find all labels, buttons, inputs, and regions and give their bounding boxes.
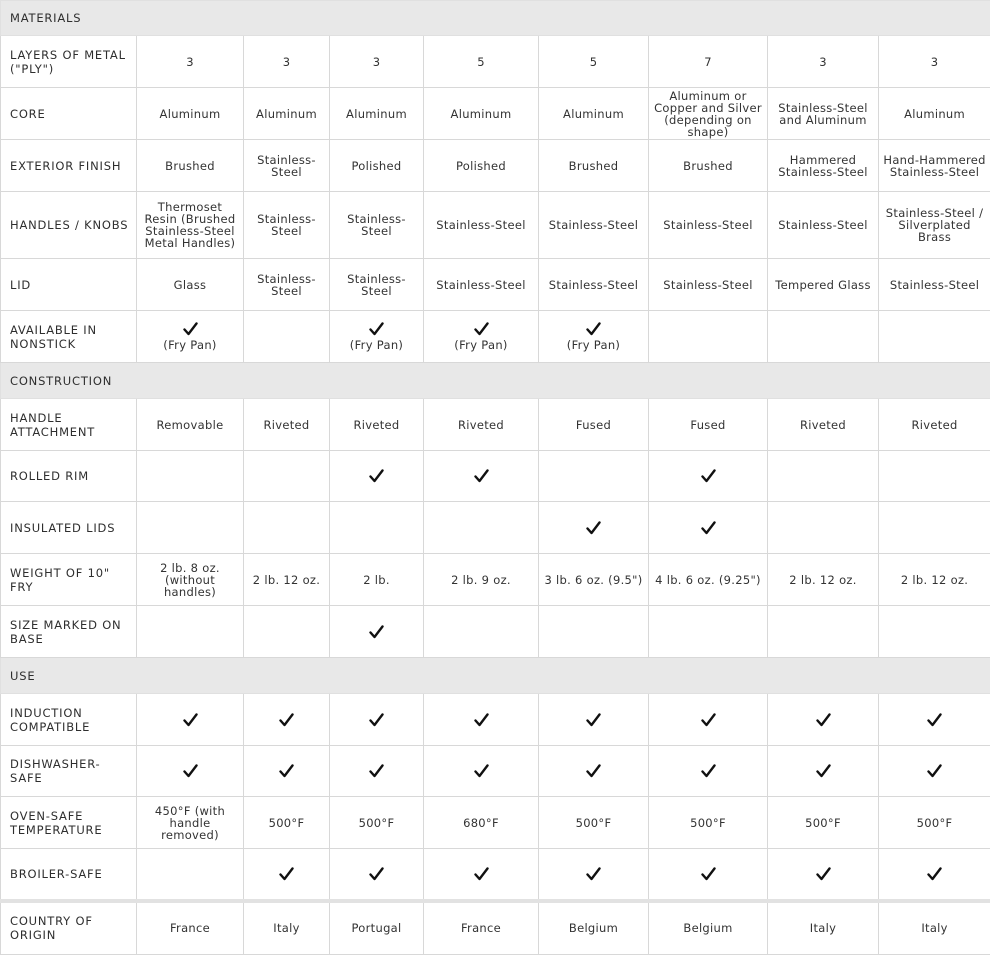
checkmark-icon — [474, 322, 489, 336]
cell-value: 4 lb. 6 oz. (9.25") — [655, 572, 761, 587]
table-cell — [649, 606, 768, 658]
cell-value: Stainless-Steel — [778, 218, 868, 232]
table-cell — [137, 36, 244, 88]
cell-value: Stainless-Steel — [347, 212, 406, 238]
cell-value: 2 lb. 12 oz. — [900, 572, 969, 587]
table-cell — [539, 606, 649, 658]
cell-value: Tempered Glass — [775, 277, 871, 292]
table-cell — [424, 797, 539, 849]
table-cell — [649, 259, 768, 311]
row-label: INSULATED LIDS — [1, 502, 137, 554]
table-cell — [649, 901, 768, 955]
table-cell — [768, 554, 879, 606]
row-label: EXTERIOR FINISH — [1, 140, 137, 192]
cell-value: Belgium — [683, 921, 733, 936]
cell-value: 5 — [589, 54, 598, 69]
table-cell — [768, 36, 879, 88]
cell-value: Aluminum — [256, 106, 317, 121]
table-cell — [879, 259, 990, 311]
table-cell — [137, 399, 244, 451]
table-cell — [137, 502, 244, 554]
table-cell — [330, 259, 424, 311]
cell-value: 2 lb. 12 oz. — [252, 572, 321, 587]
table-cell — [244, 451, 330, 502]
table-cell — [330, 849, 424, 901]
checkmark-icon — [183, 713, 198, 727]
cell-value: 3 lb. 6 oz. (9.5") — [544, 572, 643, 587]
row-label: ROLLED RIM — [1, 451, 137, 502]
table-cell — [649, 451, 768, 502]
checkmark-icon — [816, 867, 831, 881]
cell-value: Riveted — [353, 417, 400, 432]
row-label: LID — [1, 259, 137, 311]
table-cell — [539, 36, 649, 88]
table-cell — [768, 502, 879, 554]
table-cell — [424, 399, 539, 451]
cell-value: Stainless-Steel — [257, 152, 316, 179]
table-cell — [330, 554, 424, 606]
checkmark-icon — [369, 469, 384, 483]
table-cell — [330, 399, 424, 451]
table-cell — [649, 797, 768, 849]
checkmark-icon — [279, 867, 294, 881]
table-cell — [768, 901, 879, 955]
table-cell — [244, 694, 330, 746]
table-cell — [768, 259, 879, 311]
row-label: LAYERS OF METAL ("PLY") — [1, 36, 137, 88]
cell-value: Stainless-Steel — [548, 277, 639, 292]
table-cell — [768, 192, 879, 259]
table-cell — [539, 88, 649, 140]
table-cell — [137, 554, 244, 606]
cell-value: Stainless-Steel — [663, 218, 753, 232]
table-row-rolled-rim — [1, 451, 990, 502]
table-row-induction-compatible — [1, 694, 990, 746]
table-cell — [879, 140, 990, 192]
table-cell — [424, 88, 539, 140]
cell-value: Brushed — [683, 158, 733, 173]
cell-value: Italy — [273, 921, 300, 936]
table-cell — [649, 694, 768, 746]
table-cell — [330, 797, 424, 849]
cell-value: Hammered Stainless-Steel — [778, 152, 868, 179]
table-cell — [424, 36, 539, 88]
section-title: CONSTRUCTION — [1, 363, 990, 399]
cell-value: Fused — [690, 417, 726, 432]
table-row-lid — [1, 259, 990, 311]
table-cell — [768, 451, 879, 502]
table-cell — [330, 140, 424, 192]
cell-value: Stainless-Steel — [663, 277, 753, 292]
checkmark-icon — [816, 713, 831, 727]
row-label: WEIGHT OF 10" FRY — [1, 554, 137, 606]
table-cell — [244, 399, 330, 451]
cell-value: Removable — [156, 417, 224, 432]
table-cell — [137, 849, 244, 901]
table-cell — [649, 192, 768, 259]
table-cell — [137, 746, 244, 797]
table-cell — [330, 451, 424, 502]
table-cell — [244, 192, 330, 259]
cell-value: Aluminum — [346, 106, 407, 121]
cell-value: Stainless-Steel — [347, 271, 406, 298]
cell-value: 680°F — [463, 815, 499, 830]
table-cell — [768, 399, 879, 451]
table-cell — [244, 259, 330, 311]
table-cell — [244, 502, 330, 554]
cell-value: 2 lb. 9 oz. — [451, 572, 511, 587]
table-body — [1, 1, 990, 955]
table-row-exterior-finish — [1, 140, 990, 192]
table-cell — [768, 140, 879, 192]
table-cell — [768, 746, 879, 797]
cell-value: 3 — [282, 54, 291, 69]
table-cell — [244, 849, 330, 901]
table-cell — [768, 88, 879, 140]
cell-value: France — [169, 921, 211, 936]
table-cell — [649, 36, 768, 88]
table-cell — [879, 694, 990, 746]
table-cell — [424, 451, 539, 502]
table-cell — [649, 311, 768, 363]
cell-value: Italy — [809, 921, 837, 936]
table-cell — [539, 192, 649, 259]
table-cell — [424, 311, 539, 363]
table-cell — [879, 606, 990, 658]
table-cell — [424, 694, 539, 746]
checkmark-icon — [701, 521, 716, 535]
table-row-layers-of-metal-ply — [1, 36, 990, 88]
table-cell — [649, 554, 768, 606]
cell-value: Riveted — [457, 417, 505, 432]
checkmark-icon — [927, 867, 942, 881]
table-cell — [539, 797, 649, 849]
checkmark-icon — [586, 764, 601, 778]
table-cell — [768, 311, 879, 363]
table-cell — [539, 451, 649, 502]
cell-value: Stainless-Steel — [257, 271, 316, 298]
cell-value: Stainless-Steel — [257, 212, 316, 238]
checkmark-icon — [474, 713, 489, 727]
cell-value: Stainless-Steel — [889, 277, 980, 292]
cell-value: 3 — [930, 54, 939, 69]
table-cell — [424, 746, 539, 797]
cell-value: Aluminum — [563, 106, 624, 121]
checkmark-icon — [474, 469, 489, 483]
table-row-country-of-origin — [1, 901, 990, 955]
cell-value: Aluminum — [450, 106, 512, 121]
table-cell — [539, 140, 649, 192]
section-header-use — [1, 658, 990, 694]
section-title: MATERIALS — [1, 1, 990, 36]
cell-value: 5 — [477, 54, 485, 69]
table-cell — [649, 140, 768, 192]
table-cell — [244, 606, 330, 658]
cell-value: Italy — [921, 921, 948, 936]
cell-value: Fused — [575, 417, 612, 432]
table-cell — [330, 192, 424, 259]
table-cell — [244, 36, 330, 88]
table-cell — [424, 606, 539, 658]
row-label: HANDLES / KNOBS — [1, 192, 137, 259]
row-label: CORE — [1, 88, 137, 140]
cell-value: 500°F — [690, 815, 726, 830]
checkmark-icon — [701, 764, 716, 778]
table-cell — [330, 88, 424, 140]
table-cell — [137, 88, 244, 140]
section-header-materials — [1, 1, 990, 36]
table-cell — [649, 849, 768, 901]
table-cell — [424, 259, 539, 311]
table-cell — [768, 606, 879, 658]
section-title: USE — [1, 658, 990, 694]
table-cell — [768, 694, 879, 746]
section-header-construction — [1, 363, 990, 399]
table-cell — [879, 192, 990, 259]
table-cell — [244, 797, 330, 849]
table-cell — [244, 901, 330, 955]
table-cell — [137, 140, 244, 192]
checkmark-icon — [369, 867, 384, 881]
cell-value: 450°F (with handle removed) — [154, 803, 226, 842]
table-cell — [330, 746, 424, 797]
table-cell — [424, 140, 539, 192]
checkmark-icon — [369, 322, 384, 336]
cell-note: (Fry Pan) — [454, 338, 508, 352]
checkmark-icon — [701, 713, 716, 727]
table-cell — [330, 311, 424, 363]
cell-note: (Fry Pan) — [566, 338, 621, 352]
cell-value: Hand-Hammered Stainless-Steel — [883, 152, 986, 179]
table-row-core — [1, 88, 990, 140]
table-cell — [539, 901, 649, 955]
table-cell — [879, 746, 990, 797]
cell-value: 3 — [186, 54, 194, 69]
row-label: COUNTRY OF ORIGIN — [1, 901, 137, 955]
cell-value: 500°F — [358, 815, 395, 830]
table-cell — [539, 554, 649, 606]
cell-value: France — [460, 921, 502, 936]
table-cell — [137, 259, 244, 311]
cell-value: Polished — [455, 158, 506, 173]
cell-value: Stainless-Steel — [548, 218, 639, 232]
table-cell — [879, 849, 990, 901]
table-cell — [768, 797, 879, 849]
table-cell — [424, 554, 539, 606]
row-label: SIZE MARKED ON BASE — [1, 606, 137, 658]
table-cell — [330, 606, 424, 658]
checkmark-icon — [586, 322, 601, 336]
table-cell — [539, 311, 649, 363]
cell-value: Riveted — [911, 417, 958, 432]
table-cell — [330, 36, 424, 88]
checkmark-icon — [701, 469, 716, 483]
cell-value: Aluminum — [904, 106, 966, 121]
table-cell — [879, 901, 990, 955]
table-cell — [879, 451, 990, 502]
row-label: BROILER-SAFE — [1, 849, 137, 901]
table-row-oven-safe-temperature — [1, 797, 990, 849]
table-cell — [879, 502, 990, 554]
table-cell — [879, 88, 990, 140]
table-cell — [137, 311, 244, 363]
table-cell — [539, 746, 649, 797]
checkmark-icon — [586, 867, 601, 881]
table-cell — [330, 694, 424, 746]
cell-note: (Fry Pan) — [349, 338, 404, 352]
table-cell — [879, 399, 990, 451]
table-row-insulated-lids — [1, 502, 990, 554]
table-cell — [649, 88, 768, 140]
table-cell — [539, 502, 649, 554]
table-cell — [879, 797, 990, 849]
table-cell — [244, 554, 330, 606]
table-cell — [424, 192, 539, 259]
cell-value: Belgium — [568, 921, 619, 936]
cell-value: Brushed — [568, 158, 619, 173]
cell-value: Stainless-Steel — [436, 277, 526, 292]
table-cell — [330, 901, 424, 955]
table-row-available-in-nonstick — [1, 311, 990, 363]
table-cell — [879, 311, 990, 363]
table-cell — [424, 849, 539, 901]
cell-value: 500°F — [805, 815, 841, 830]
table-cell — [539, 849, 649, 901]
checkmark-icon — [279, 764, 294, 778]
table-cell — [539, 259, 649, 311]
table-cell — [424, 901, 539, 955]
table-cell — [137, 797, 244, 849]
row-label: HANDLE ATTACHMENT — [1, 399, 137, 451]
table-row-weight-of-10-fry — [1, 554, 990, 606]
table-cell — [424, 502, 539, 554]
cell-value: 500°F — [916, 815, 953, 830]
table-row-handles-knobs — [1, 192, 990, 259]
cell-note: (Fry Pan) — [163, 338, 217, 352]
row-label: AVAILABLE IN NONSTICK — [1, 311, 137, 363]
table-cell — [137, 606, 244, 658]
table-cell — [649, 502, 768, 554]
cell-value: Stainless-Steel and Aluminum — [778, 100, 868, 127]
row-label: OVEN-SAFE TEMPERATURE — [1, 797, 137, 849]
row-label: DISHWASHER-SAFE — [1, 746, 137, 797]
table-cell — [244, 140, 330, 192]
table-cell — [244, 311, 330, 363]
cell-value: Brushed — [165, 158, 215, 173]
checkmark-icon — [474, 764, 489, 778]
table-cell — [137, 694, 244, 746]
table-row-handle-attachment — [1, 399, 990, 451]
table-cell — [244, 88, 330, 140]
table-cell — [244, 746, 330, 797]
checkmark-icon — [586, 521, 601, 535]
cell-value: Stainless-Steel — [436, 218, 526, 232]
checkmark-icon — [183, 764, 198, 778]
table-cell — [768, 849, 879, 901]
checkmark-icon — [369, 764, 384, 778]
table-cell — [649, 746, 768, 797]
table-cell — [649, 399, 768, 451]
cell-value: 3 — [819, 54, 827, 69]
checkmark-icon — [474, 867, 489, 881]
cell-value: Polished — [351, 158, 402, 173]
table-cell — [539, 694, 649, 746]
table-cell — [137, 901, 244, 955]
cell-value: Aluminum — [159, 106, 221, 121]
table-cell — [539, 399, 649, 451]
checkmark-icon — [369, 625, 384, 639]
checkmark-icon — [927, 713, 942, 727]
cell-value: 3 — [372, 54, 381, 69]
cell-value: Aluminum or Copper and Silver (depending on shape) — [654, 88, 762, 139]
checkmark-icon — [927, 764, 942, 778]
cell-value: 500°F — [268, 815, 305, 830]
table-cell — [137, 192, 244, 259]
checkmark-icon — [701, 867, 716, 881]
table-row-dishwasher-safe — [1, 746, 990, 797]
table-cell — [879, 36, 990, 88]
checkmark-icon — [369, 713, 384, 727]
table-cell — [330, 502, 424, 554]
cell-value: Riveted — [799, 417, 847, 432]
table-cell — [137, 451, 244, 502]
checkmark-icon — [586, 713, 601, 727]
row-label: INDUCTION COMPATIBLE — [1, 694, 137, 746]
checkmark-icon — [816, 764, 831, 778]
cell-value: 500°F — [575, 815, 612, 830]
cell-value: Stainless-Steel / Silverplated Brass — [885, 206, 984, 244]
cell-value: 2 lb. 8 oz. (without handles) — [160, 560, 220, 599]
table-row-size-marked-on-base — [1, 606, 990, 658]
checkmark-icon — [183, 322, 198, 336]
cell-value: Riveted — [263, 417, 310, 432]
cell-value: 2 lb. — [363, 572, 390, 587]
table-cell — [879, 554, 990, 606]
table-row-broiler-safe — [1, 849, 990, 901]
cell-value: Thermoset Resin (Brushed Stainless-Steel Metal Handles) — [144, 200, 236, 250]
cell-value: Glass — [173, 277, 207, 292]
cell-value: 2 lb. 12 oz. — [789, 572, 857, 587]
checkmark-icon — [279, 713, 294, 727]
cell-value: 7 — [704, 54, 712, 69]
cell-value: Portugal — [351, 921, 402, 936]
